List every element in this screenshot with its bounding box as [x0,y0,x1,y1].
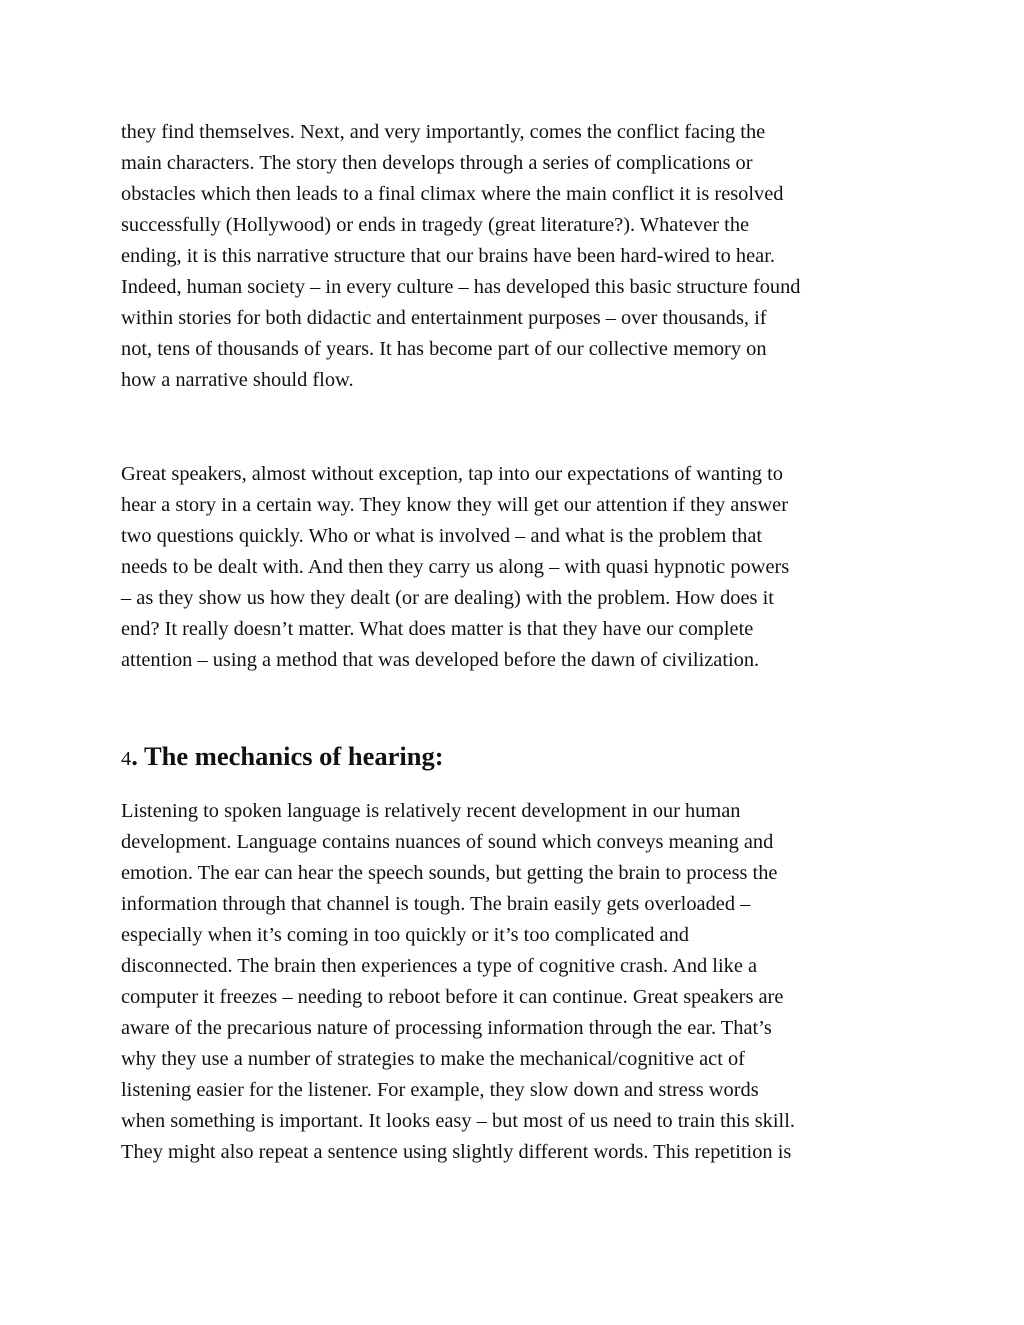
text-line: needs to be dealt with. And then they carry us along – with quasi hypnotic powers [121,556,790,578]
document-page [121,117,911,1168]
text-line: They might also repeat a sentence using slightly different words. This repetition is [121,1141,792,1163]
text-line: two questions quickly. Who or what is involved – and what is the problem that [121,525,763,547]
text-line: listening easier for the listener. For example, they slow down and stress words [121,1079,759,1101]
text-line: development. Language contains nuances of sound which conveys meaning and [121,831,774,853]
paragraph-great-speakers [121,459,911,676]
text-line: Listening to spoken language is relatively recent development in our human [121,800,741,822]
section-number: 4 [121,748,132,770]
paragraph-spacer [121,396,911,459]
text-line: hear a story in a certain way. They know they will get our attention if they answer [121,494,789,516]
section-title: . The mechanics of hearing: [131,741,444,771]
section-heading [121,738,911,796]
text-line: when something is important. It looks easy – but most of us need to train this skill. [121,1110,795,1132]
text-line: ending, it is this narrative structure that our brains have been hard-wired to hear. [121,245,775,267]
paragraph-spacer [121,676,911,738]
text-line: especially when it’s coming in too quickly or it’s too complicated and [121,924,689,946]
text-line: how a narrative should flow. [121,369,354,391]
paragraph-mechanics-of-hearing [121,796,911,1168]
text-line: they find themselves. Next, and very importantly, comes the conflict facing the [121,121,766,143]
text-line: not, tens of thousands of years. It has become part of our collective memory on [121,338,767,360]
text-line: within stories for both didactic and entertainment purposes – over thousands, if [121,307,767,329]
text-line: Great speakers, almost without exception, tap into our expectations of wanting to [121,463,783,485]
text-line: obstacles which then leads to a final climax where the main conflict it is resolved [121,183,784,205]
text-line: computer it freezes – needing to reboot before it can continue. Great speakers are [121,986,784,1008]
text-line: successfully (Hollywood) or ends in tragedy (great literature?). Whatever the [121,214,750,236]
text-line: why they use a number of strategies to make the mechanical/cognitive act of [121,1048,745,1070]
text-line: attention – using a method that was developed before the dawn of civilization. [121,649,760,671]
paragraph-narrative-structure [121,117,911,396]
text-line: emotion. The ear can hear the speech sounds, but getting the brain to process the [121,862,778,884]
text-line: information through that channel is tough. The brain easily gets overloaded – [121,893,751,915]
text-line: – as they show us how they dealt (or are dealing) with the problem. How does it [121,587,774,609]
text-line: main characters. The story then develops through a series of complications or [121,152,753,174]
text-line: aware of the precarious nature of processing information through the ear. That’s [121,1017,772,1039]
text-line: Indeed, human society – in every culture – has developed this basic structure found [121,276,801,298]
text-line: disconnected. The brain then experiences a type of cognitive crash. And like a [121,955,758,977]
text-line: end? It really doesn’t matter. What does matter is that they have our complete [121,618,754,640]
